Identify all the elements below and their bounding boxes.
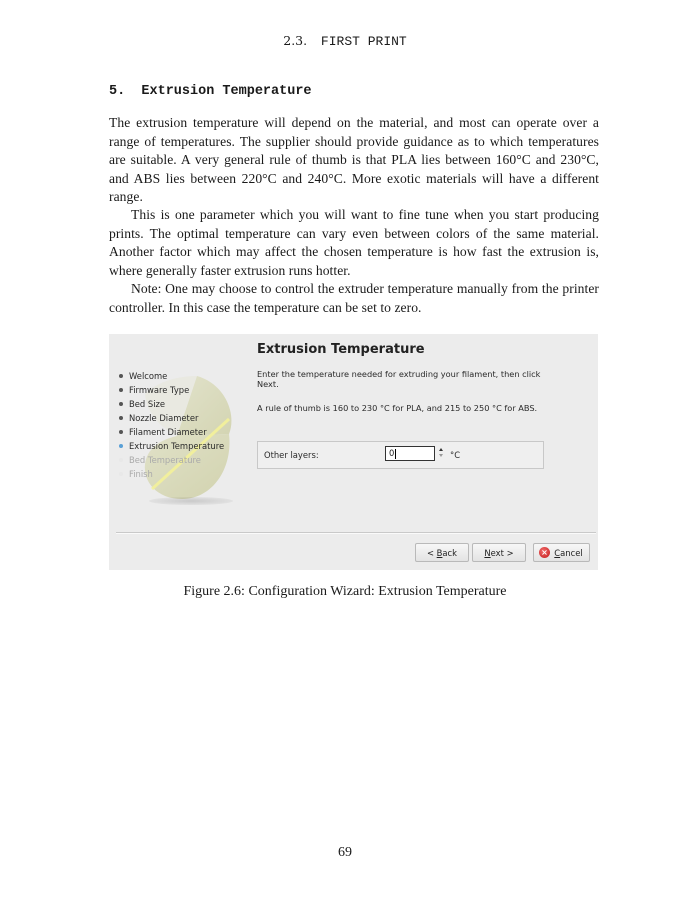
current-bullet-icon — [119, 444, 123, 448]
running-head-title: FIRST PRINT — [320, 34, 407, 49]
temperature-field-group — [257, 441, 544, 469]
step-label: Finish — [129, 469, 153, 479]
wizard-screenshot — [109, 334, 598, 570]
section-title: 5. Extrusion Temperature — [109, 84, 312, 99]
temperature-spinner[interactable] — [438, 447, 444, 461]
back-button[interactable] — [415, 543, 469, 562]
back-rest: ack — [442, 548, 458, 558]
bullet-icon — [119, 430, 123, 434]
paragraph-text: This is one parameter which you will want to fine tune when you start producing prints. The optimal temperature can vary even between colors of the same material. Another factor which may affect the chosen temperature is how fast the extrusion is, where generally faster extrusion runs hotter. — [109, 207, 599, 278]
wizard-step-bed-size — [119, 397, 224, 411]
back-mnemonic: B — [436, 548, 443, 558]
wizard-steps — [119, 369, 224, 481]
step-label: Bed Temperature — [129, 455, 201, 465]
cancel-mnemonic: C — [554, 548, 561, 558]
paragraph-3 — [109, 280, 599, 317]
wizard-step-nozzle-diameter — [119, 411, 224, 425]
bullet-icon — [119, 388, 123, 392]
figure-caption: Figure 2.6: Configuration Wizard: Extrusion Temperature — [183, 584, 507, 599]
wizard-step-filament-diameter — [119, 425, 224, 439]
next-button[interactable] — [472, 543, 526, 562]
spin-down-icon[interactable] — [439, 454, 443, 457]
step-label: Nozzle Diameter — [129, 413, 199, 423]
bullet-icon — [119, 472, 123, 476]
logo-shadow — [149, 497, 233, 505]
step-label: Firmware Type — [129, 385, 190, 395]
bullet-icon — [119, 374, 123, 378]
next-rest: ext > — [490, 548, 514, 558]
step-label: Bed Size — [129, 399, 166, 409]
back-prefix: < — [426, 548, 437, 558]
text-caret — [395, 449, 396, 459]
step-label: Filament Diameter — [129, 427, 207, 437]
paragraph-2 — [109, 206, 599, 280]
wizard-step-welcome — [119, 369, 224, 383]
bullet-icon — [119, 458, 123, 462]
paragraph-text: The extrusion temperature will depend on the material, and most can operate over a range of temperatures. The supplier should provide guidance as to which temperatures are suitable. A very general rule of thumb is that PLA lies between 160°C and 230°C, and ABS lies between 220°C and 240°C. More exotic materials will have a different range. — [109, 115, 599, 205]
paragraph-1 — [109, 114, 599, 207]
wizard-step-finish — [119, 467, 224, 481]
bullet-icon — [119, 402, 123, 406]
wizard-hint: A rule of thumb is 160 to 230 °C for PLA, and 215 to 250 °C for ABS. — [257, 403, 538, 413]
unit-label: °C — [450, 450, 461, 460]
wizard-description: Enter the temperature needed for extruding your filament, then click Next. — [257, 369, 541, 389]
other-layers-input[interactable] — [385, 446, 435, 461]
paragraph-text: Note: One may choose to control the extruder temperature manually from the printer controller. In this case the temperature can be set to zero. — [109, 281, 599, 315]
bullet-icon — [119, 416, 123, 420]
running-head-number: 2.3. — [283, 33, 308, 48]
button-separator — [116, 532, 596, 534]
next-mnemonic: N — [484, 548, 491, 558]
step-label: Extrusion Temperature — [129, 441, 225, 451]
cancel-icon: × — [539, 547, 550, 558]
running-head — [0, 33, 690, 49]
wizard-step-firmware-type — [119, 383, 224, 397]
spin-up-icon[interactable] — [439, 448, 443, 451]
cancel-rest: ancel — [560, 548, 583, 558]
input-value: 0 — [389, 448, 395, 458]
wizard-page-title: Extrusion Temperature — [257, 342, 425, 357]
page-number: 69 — [338, 845, 352, 860]
cancel-button[interactable] — [533, 543, 590, 562]
step-label: Welcome — [129, 371, 168, 381]
wizard-step-extrusion-temperature — [119, 439, 224, 453]
other-layers-label: Other layers: — [264, 450, 319, 460]
wizard-step-bed-temperature — [119, 453, 224, 467]
